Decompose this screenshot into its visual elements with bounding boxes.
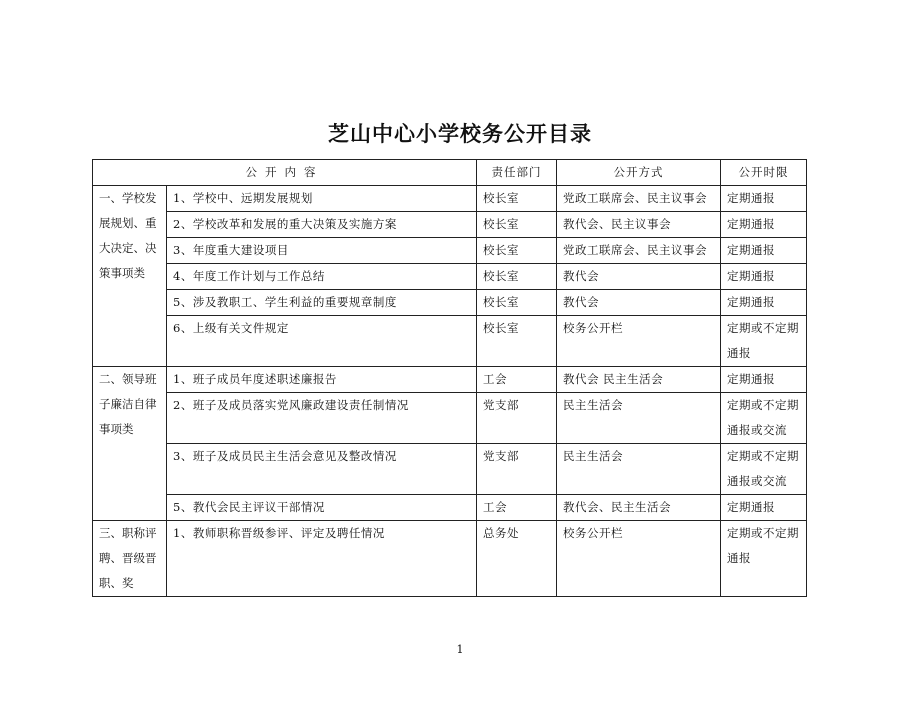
item-cell: 6、上级有关文件规定: [167, 316, 477, 367]
period-cell: 定期通报: [721, 238, 807, 264]
item-cell: 5、教代会民主评议干部情况: [167, 495, 477, 521]
dept-cell: 总务处: [477, 521, 557, 597]
period-cell: 定期通报: [721, 186, 807, 212]
dept-cell: 工会: [477, 367, 557, 393]
period-cell: 定期通报: [721, 212, 807, 238]
item-cell: 4、年度工作计划与工作总结: [167, 264, 477, 290]
table-row: [93, 495, 807, 521]
table-row: [93, 444, 807, 495]
table-row: [93, 264, 807, 290]
period-cell: 定期通报: [721, 290, 807, 316]
item-cell: 1、学校中、远期发展规划: [167, 186, 477, 212]
item-cell: 5、涉及教职工、学生利益的重要规章制度: [167, 290, 477, 316]
page-title: 芝山中心小学校务公开目录: [328, 122, 592, 146]
item-cell: 1、班子成员年度述职述廉报告: [167, 367, 477, 393]
table-row: [93, 393, 807, 444]
method-cell: 教代会、民主生活会: [557, 495, 721, 521]
period-cell: 定期通报: [721, 495, 807, 521]
dept-cell: 党支部: [477, 444, 557, 495]
period-cell: 定期通报: [721, 264, 807, 290]
method-cell: 校务公开栏: [557, 316, 721, 367]
table-row: [93, 238, 807, 264]
period-cell: 定期或不定期通报或交流: [721, 444, 807, 495]
page-number: 1: [456, 643, 464, 656]
method-cell: 教代会 民主生活会: [557, 367, 721, 393]
table-row: [93, 186, 807, 212]
method-cell: 教代会: [557, 264, 721, 290]
period-cell: 定期通报: [721, 367, 807, 393]
item-cell: 2、学校改革和发展的重大决策及实施方案: [167, 212, 477, 238]
method-cell: 民主生活会: [557, 393, 721, 444]
item-cell: 2、班子及成员落实党风廉政建设责任制情况: [167, 393, 477, 444]
method-cell: 党政工联席会、民主议事会: [557, 238, 721, 264]
dept-cell: 校长室: [477, 264, 557, 290]
period-cell: 定期或不定期通报或交流: [721, 393, 807, 444]
period-cell: 定期或不定期通报: [721, 316, 807, 367]
table-row: [93, 521, 807, 597]
dept-cell: 校长室: [477, 316, 557, 367]
dept-cell: 校长室: [477, 212, 557, 238]
dept-cell: 校长室: [477, 238, 557, 264]
dept-cell: 党支部: [477, 393, 557, 444]
method-cell: 民主生活会: [557, 444, 721, 495]
method-cell: 党政工联席会、民主议事会: [557, 186, 721, 212]
table-row: [93, 367, 807, 393]
header-content: 公开内容: [93, 160, 477, 186]
item-cell: 1、教师职称晋级参评、评定及聘任情况: [167, 521, 477, 597]
category-label: 一、学校发展规划、重大决定、决策事项类: [93, 186, 167, 367]
dept-cell: 校长室: [477, 186, 557, 212]
header-period: 公开时限: [721, 160, 807, 186]
header-dept: 责任部门: [477, 160, 557, 186]
method-cell: 教代会、民主议事会: [557, 212, 721, 238]
table-row: [93, 212, 807, 238]
period-cell: 定期或不定期通报: [721, 521, 807, 597]
method-cell: 教代会: [557, 290, 721, 316]
table-row: [93, 316, 807, 367]
item-cell: 3、班子及成员民主生活会意见及整改情况: [167, 444, 477, 495]
table-row: [93, 290, 807, 316]
dept-cell: 工会: [477, 495, 557, 521]
header-method: 公开方式: [557, 160, 721, 186]
item-cell: 3、年度重大建设项目: [167, 238, 477, 264]
method-cell: 校务公开栏: [557, 521, 721, 597]
category-label: 三、职称评聘、晋级晋职、奖: [93, 521, 167, 597]
table-header-row: [93, 160, 807, 186]
dept-cell: 校长室: [477, 290, 557, 316]
category-label: 二、领导班子廉洁自律事项类: [93, 367, 167, 521]
disclosure-catalog-table: [92, 159, 807, 597]
